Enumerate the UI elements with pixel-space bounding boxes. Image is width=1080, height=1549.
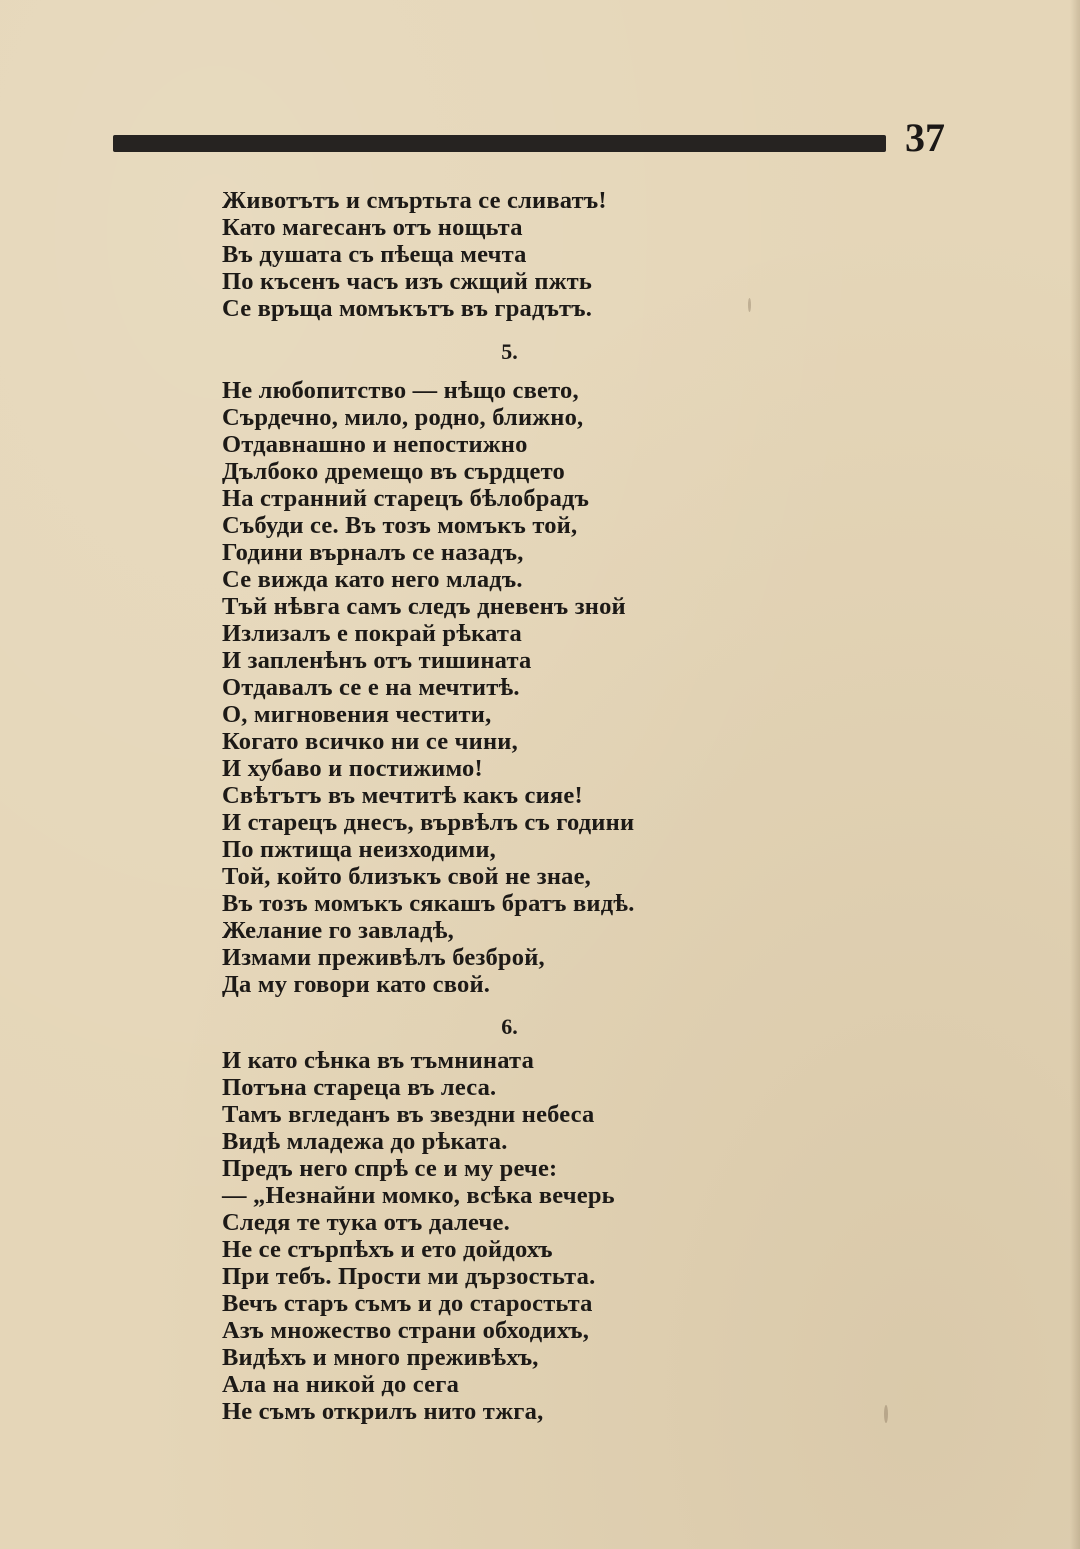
verse-line: Години върналъ се назадъ, (222, 539, 524, 566)
verse-line: Ала на никой до сега (222, 1371, 460, 1398)
stanza-section-6 (222, 1047, 742, 1425)
verse-line: Излизалъ е покрай рѣката (222, 620, 522, 647)
verse-line: Отдавалъ се е на мечтитѣ. (222, 674, 520, 701)
paper-speck (884, 1405, 888, 1423)
verse-line: Събуди се. Въ тозъ момъкъ той, (222, 512, 578, 539)
verse-line: Желание го завладѣ, (222, 917, 454, 944)
verse-line: И запленѣнъ отъ тишината (222, 647, 532, 674)
verse-line: И хубаво и постижимо! (222, 755, 483, 782)
verse-line: Видѣ младежа до рѣката. (222, 1128, 508, 1155)
verse-line: Животътъ и смъртьта се сливатъ! (222, 187, 607, 214)
verse-line: Следя те тука отъ далече. (222, 1209, 510, 1236)
verse-line: О, мигновения честити, (222, 701, 492, 728)
verse-line: Дълбоко дремещо въ сърдцето (222, 458, 565, 485)
verse-line: Се връща момъкътъ въ градътъ. (222, 295, 593, 322)
verse-line: Въ душата съ пѣеща мечта (222, 241, 527, 268)
verse-line: Свѣтътъ въ мечтитѣ какъ сияе! (222, 782, 583, 809)
verse-line: И старецъ днесъ, вървѣлъ съ години (222, 809, 635, 836)
verse-line: Да му говори като свой. (222, 971, 491, 998)
section-number-5: 5. (501, 339, 518, 364)
verse-line: Измами преживѣлъ безброй, (222, 944, 545, 971)
verse-line: Не се стърпѣхъ и ето дойдохъ (222, 1236, 553, 1263)
section-number-6: 6. (501, 1014, 518, 1039)
verse-line: Видѣхъ и много преживѣхъ, (222, 1344, 539, 1371)
verse-line: Не любопитство — нѣщо свето, (222, 377, 579, 404)
verse-line: — „Незнайни момко, всѣка вечерь (222, 1182, 615, 1209)
stanza-section-5 (222, 377, 742, 998)
paper-speck (748, 298, 751, 312)
verse-line: По късенъ часъ изъ сжщий пжть (222, 268, 593, 295)
verse-line: При тебъ. Прости ми дързостьта. (222, 1263, 596, 1290)
verse-line: И като сѣнка въ тъмнината (222, 1047, 535, 1074)
verse-line: Се вижда като него младъ. (222, 566, 523, 593)
page-number: 37 (905, 115, 945, 160)
verse-line: По пжтища неизходими, (222, 836, 496, 863)
verse-line: Когато всичко ни се чини, (222, 728, 518, 755)
verse-line: Сърдечно, мило, родно, ближно, (222, 404, 584, 431)
verse-line: Отдавнашно и непостижно (222, 431, 528, 458)
verse-line: На странний старецъ бѣлобрадъ (222, 485, 590, 512)
verse-line: Азъ множество страни обходихъ, (222, 1317, 590, 1344)
page-edge-shadow (1070, 0, 1080, 1549)
verse-line: Като магесанъ отъ нощьта (222, 214, 523, 241)
verse-line: Тамъ вгледанъ въ звездни небеса (222, 1101, 595, 1128)
verse-line: Не съмъ открилъ нито тжга, (222, 1398, 544, 1425)
verse-line: Той, който близъкъ свой не знае, (222, 863, 591, 890)
verse-line: Тъй нѣвга самъ следъ дневенъ зной (222, 593, 626, 620)
stanza-intro (222, 187, 742, 322)
verse-line: Потъна стареца въ леса. (222, 1074, 497, 1101)
verse-line: Предъ него спрѣ се и му рече: (222, 1155, 558, 1182)
header-rule (113, 135, 886, 152)
verse-line: Въ тозъ момъкъ сякашъ братъ видѣ. (222, 890, 635, 917)
verse-line: Вечъ старъ съмъ и до старостьта (222, 1290, 593, 1317)
